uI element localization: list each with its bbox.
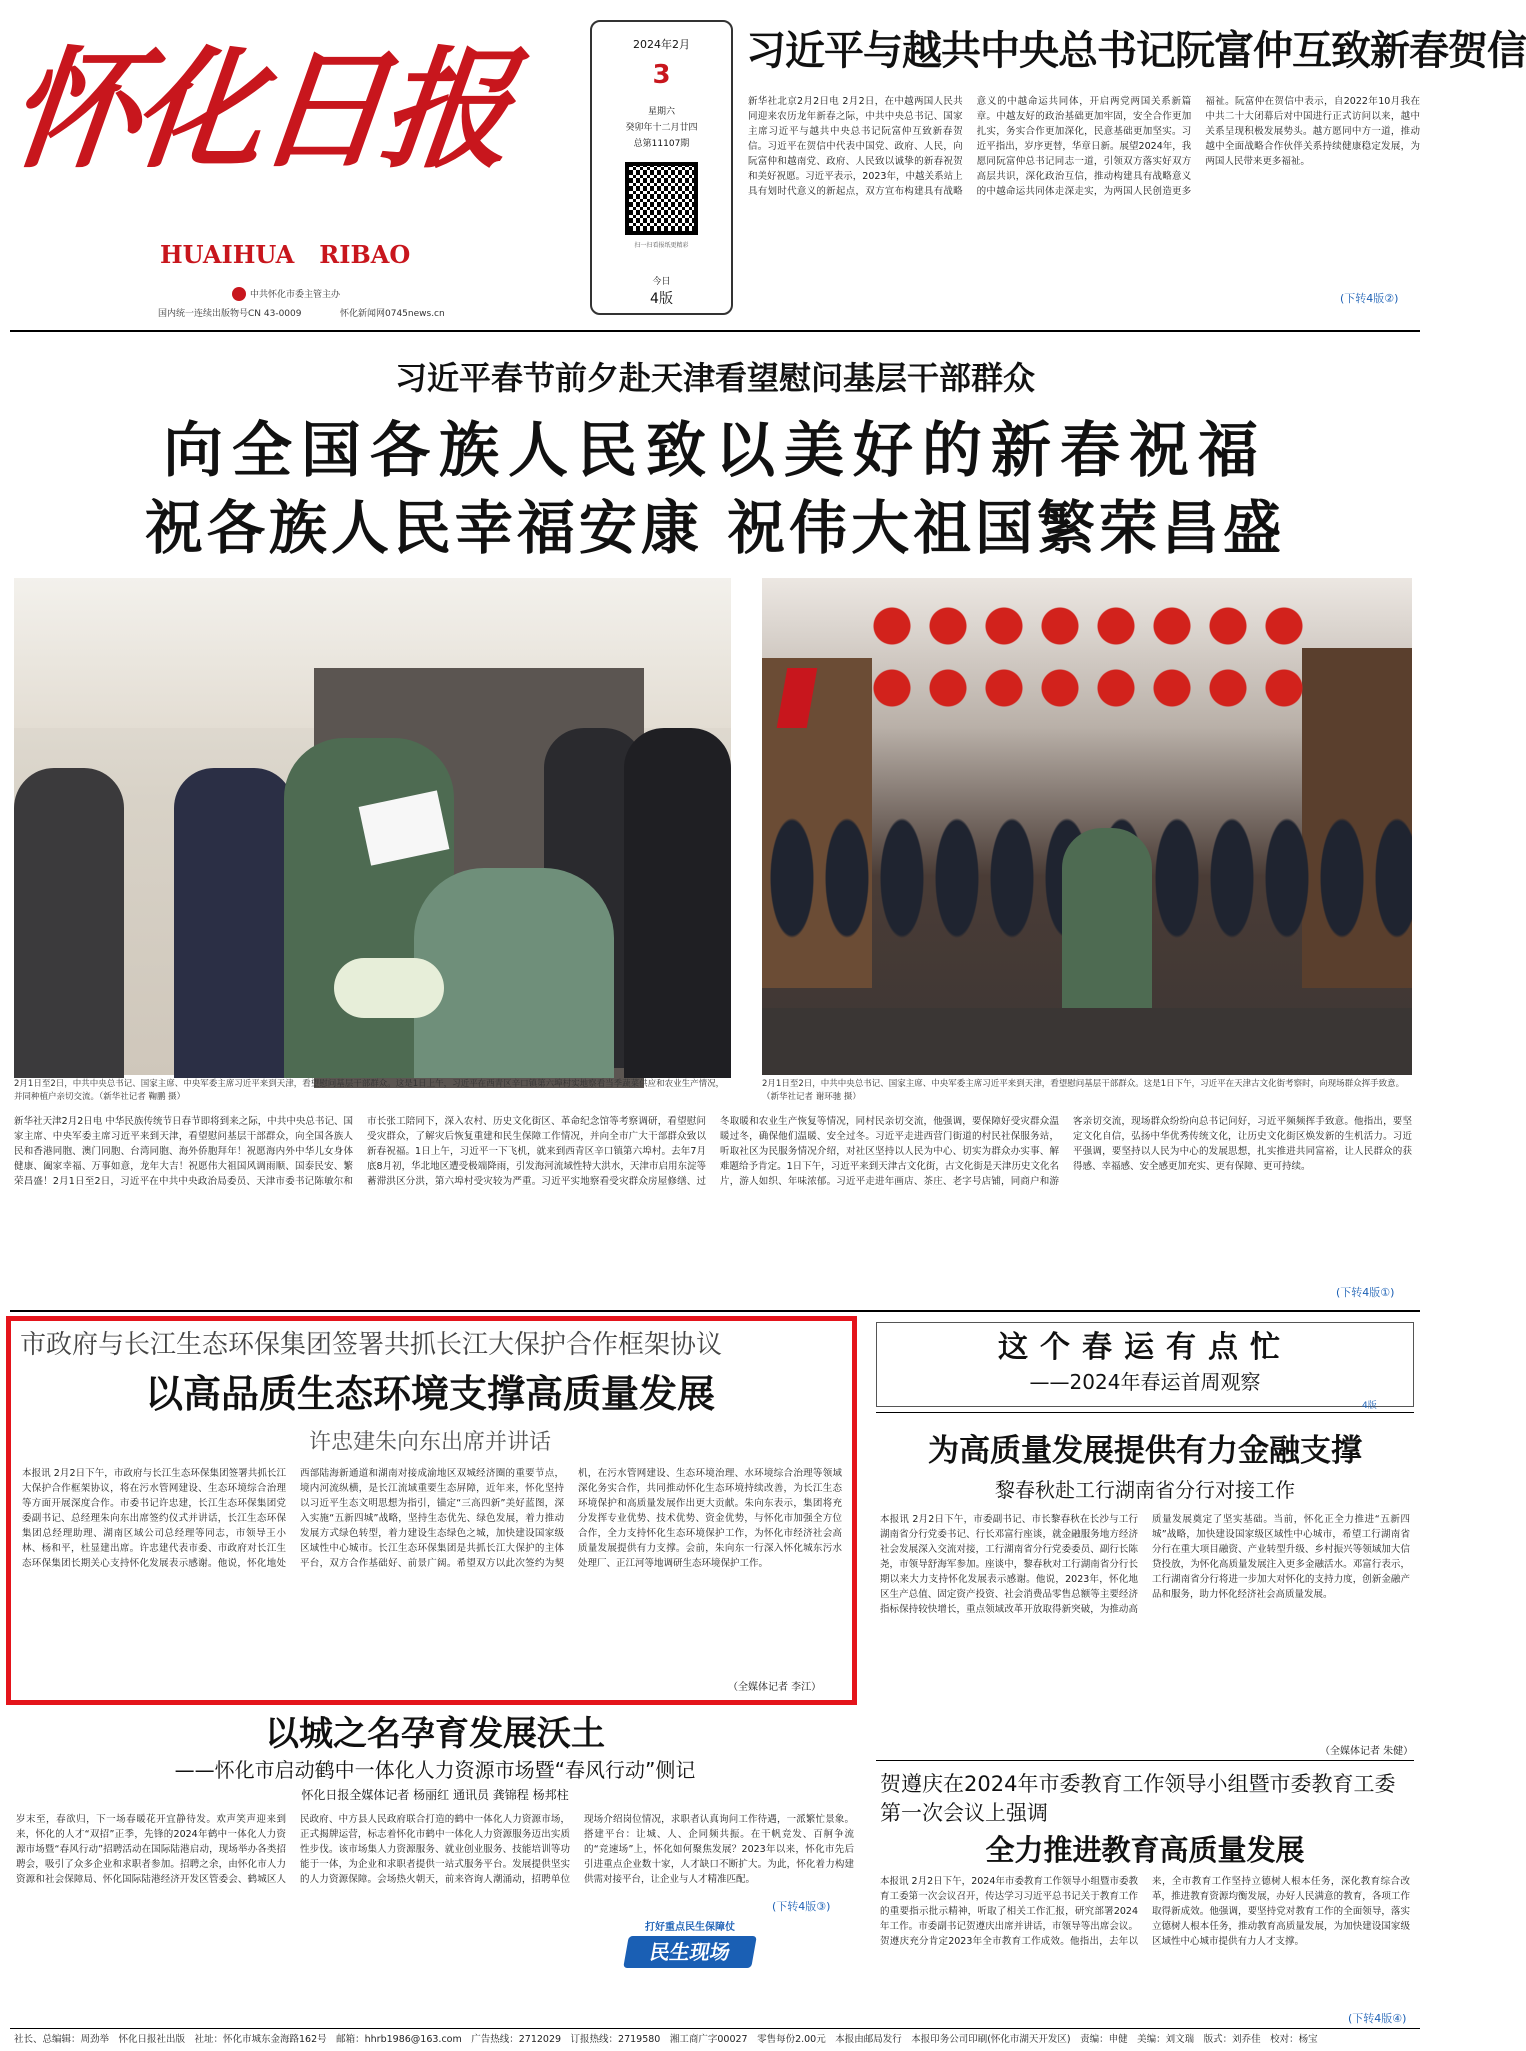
lead-caption-right: 2月1日至2日，中共中央总书记、国家主席、中央军委主席习近平来到天津，看望慰问基层干部群众。这是1日下午，习近平在天津古文化街考察时，向现场群众挥手致意。（新华社记者 谢环驰 摄） — [762, 1079, 1405, 1102]
education-body: 本报讯 2月2日下午，2024年市委教育工作领导小组暨市委教育工委第一次会议召开，传达学习习近平总书记关于教育工作的重要指示批示精神，听取了相关工作汇报，研究部署2024年工作。市委副书记贺遵庆出席并讲话，市领导等出席会议。贺遵庆充分肯定2023年全市教育工作成效。他指出，去年以来，全市教育工作坚持立德树人根本任务，深化教育综合改革，推进教育资源均衡发展，办好人民满意的教育，各项工作取得新成效。他强调，要坚持党对教育工作的全面领导，落实立德树人根本任务，推动教育高质量发展，为加快建设国家级区域性中心城市提供有力人才支撑。 — [880, 1876, 1410, 1947]
finance-subhead: 黎春秋赴工行湖南省分行对接工作 — [995, 1478, 1295, 1502]
minsheng-badge — [620, 1918, 760, 1974]
lead-headline-1: 向全国各族人民致以美好的新春祝福 — [163, 416, 1267, 486]
chunyun-more-link[interactable]: 4版 — [1362, 1401, 1377, 1411]
education-headline: 全力推进教育高质量发展 — [985, 1833, 1305, 1867]
finance-headline: 为高质量发展提供有力金融支撑 — [928, 1433, 1362, 1469]
lead-divider — [10, 1310, 1420, 1312]
chunyun-subhead: ——2024年春运首周观察 — [1029, 1370, 1261, 1394]
masthead-organizer: 中共怀化市委主管主办 — [250, 290, 341, 300]
figure-green-coat-right — [1062, 828, 1152, 1038]
lead-photo-right — [762, 578, 1412, 1075]
date-weekday: 星期六 — [647, 107, 675, 117]
boxed-article-byline: （全媒体记者 李江） — [728, 1682, 822, 1693]
boxed-article-body: 本报讯 2月2日下午，市政府与长江生态环保集团签署共抓长江大保护合作框架协议，将在污水管网建设、生态环境综合治理等方面开展深度合作。市委书记许忠建，长江生态环保集团党委副书记、总经理朱向东出席签约仪式并讲话，长江生态环保集团总经理助理、湖南区域公司总经理等同志，市领导王小林、杨和平，杜显建出席。许忠建代表市委、市政府对长江生态环保集团长期关心支持怀化发展表示感谢。他说，怀化地处西部陆海新通道和湖南对接成渝地区双城经济圈的重要节点，境内河流纵横，是长江流域重要生态屏障，近年来，怀化坚持以习近平生态文明思想为指引，锚定“三高四新”美好蓝图，深入实施“五新四城”战略，坚持生态优先、绿色发展，着力推动发展方式绿色转型，着力建设生态绿色之城，加快建设国家级区域性中心城市。长江生态环保集团是共抓长江大保护的主体平台，双方合作基础好、前景广阔。希望双方以此次签约为契机，在污水管网建设、生态环境治理、水环境综合治理等领域深化务实合作，共同推动怀化生态环境持续改善，为长江生态环境保护和高质量发展作出更大贡献。朱向东表示，集团将充分发挥专业优势、技术优势、资金优势，与怀化市加强全方位合作，全力支持怀化生态环境保护工作，为怀化市经济社会高质量发展提供有力支撑。会前，朱向东一行深入怀化城东污水处理厂、正江河等地调研生态环境保护工作。 — [22, 1468, 842, 1569]
date-day: 3 — [652, 60, 671, 90]
footer-text: 社长、总编辑：周劲举 怀化日报社出版 社址：怀化市城东金海路162号 邮箱：hhrb1986@163.com 广告热线：2712029 订报热线：2719580 湘工商广字00027 零售每份2.00元 本报由邮局发行 本报印务公司印刷(怀化市湖天开发区) 责编：申健 美编：刘文瑞 版式：刘乔佳 校对：杨宝 — [14, 2034, 1318, 2045]
minsheng-badge-main: 民生现场 — [623, 1936, 757, 1968]
qr-code-icon — [625, 162, 698, 235]
masthead-logo: 怀化日报 — [2, 33, 515, 186]
lead-body: 新华社天津2月2日电 中华民族传统节日春节即将到来之际，中共中央总书记、国家主席、中央军委主席习近平来到天津，看望慰问基层干部群众，向全国各族人民和香港同胞、澳门同胞、台湾同胞、海外侨胞拜年！祝愿海内外中华儿女身体健康、阖家幸福、万事如意，龙年大吉！祝愿伟大祖国风调雨顺、国泰民安、繁荣昌盛！2月1日至2日，习近平在中共中央政治局委员、天津市委书记陈敏尔和市长张工陪同下，深入农村、历史文化街区、革命纪念馆等考察调研，看望慰问受灾群众，了解灾后恢复重建和民生保障工作情况，并向全市广大干部群众致以新春祝福。1日上午，习近平一下飞机，就来到西青区辛口镇第六埠村。去年7月底8月初，华北地区遭受极端降雨，引发海河流域性特大洪水，天津市启用东淀等蓄滞洪区分洪，第六埠村受灾较为严重。习近平实地察看受灾群众房屋修缮、过冬取暖和农业生产恢复等情况，同村民亲切交流，他强调，要保障好受灾群众温暖过冬，确保他们温暖、安全过冬。习近平走进西营门街道的村民社保服务站，听取社区为民服务情况介绍，对社区坚持以人民为中心、切实为群众办实事、解难题给予肯定。1日下午，习近平来到天津古文化街，古文化街是天津历史文化名片，游人如织、年味浓郁。习近平走进年画店、茶庄、老字号店铺，同商户和游客亲切交流，现场群众纷纷向总书记问好，习近平频频挥手致意。他指出，要坚定文化自信，弘扬中华优秀传统文化，让历史文化街区焕发新的生机活力。习近平强调，要坚持以人民为中心的发展思想，扎实推进共同富裕，让人民群众的获得感、幸福感、安全感更加充实、更有保障、更可持续。 — [14, 1116, 1412, 1187]
top-article-body: 新华社北京2月2日电 2月2日，在中越两国人民共同迎来农历龙年新春之际，中共中央总书记、国家主席习近平与越共中央总书记阮富仲互致新春贺信。习近平在贺信中代表中国党、政府、人民，向阮富仲和越南党、政府、人民致以诚挚的新春祝贺和美好祝愿。习近平表示，2023年，中越关系站上具有划时代意义的新起点，双方宣布构建具有战略意义的中越命运共同体，开启两党两国关系新篇章。中越友好的政治基础更加牢固，安全合作更加扎实，务实合作更加深化，民意基础更加坚实。习近平指出，岁序更替，华章日新。展望2024年，我愿同阮富仲总书记同志一道，引领双方落实好双方高层共识，深化政治互信，推动构建具有战略意义的中越命运共同体走深走实，为两国人民创造更多福祉。阮富仲在贺信中表示，自2022年10月我在中共二十大闭幕后对中国进行正式访问以来，越中关系呈现积极发展势头。越方愿同中方一道，推动越中全面战略合作伙伴关系持续健康稳定发展，为两国人民带来更多福祉。 — [748, 96, 1420, 197]
finance-body: 本报讯 2月2日下午，市委副书记、市长黎春秋在长沙与工行湖南省分行党委书记、行长邓富行座谈，就金融服务地方经济社会发展深入交流对接，工行湖南省分行党委委员、副行长陈尧，市领导舒海军参加。座谈中，黎春秋对工行湖南省分行长期以来大力支持怀化发展表示感谢。他说，2023年，怀化地区生产总值、固定资产投资、社会消费品零售总额等主要经济指标保持较快增长，重点领域改革开放取得新突破，为推动高质量发展奠定了坚实基础。当前，怀化正全力推进“五新四城”战略，加快建设国家级区域性中心城市，希望工行湖南省分行在重大项目融资、产业转型升级、乡村振兴等领域加大信贷投放，为怀化高质量发展注入更多金融活水。邓富行表示，工行湖南省分行将进一步加大对怀化的支持力度，创新金融产品和服务，助力怀化经济社会高质量发展。 — [880, 1514, 1410, 1615]
lead-headline-2: 祝各族人民幸福安康 祝伟大祖国繁荣昌盛 — [144, 494, 1286, 562]
lead-photo-left — [14, 578, 731, 1075]
today-label: 今日 — [652, 277, 671, 287]
footer-divider — [10, 2028, 1420, 2029]
masthead-divider — [10, 330, 1420, 332]
date-lunar: 癸卯年十二月廿四 — [625, 123, 698, 133]
date-year-month: 2024年2月 — [633, 38, 690, 51]
finance-byline: （全媒体记者 朱健） — [1320, 1746, 1414, 1757]
masthead-emblem-icon — [232, 287, 246, 301]
lantern-row — [872, 598, 1312, 718]
top-article-more-link[interactable]: (下转4版②) — [1340, 292, 1399, 305]
lead-kicker: 习近平春节前夕赴天津看望慰问基层干部群众 — [394, 359, 1035, 397]
lead-caption-left: 2月1日至2日，中共中央总书记、国家主席、中央军委主席习近平来到天津，看望慰问基层干部群众。这是1日上午，习近平在西青区辛口镇第六埠村实地察看当季蔬菜供应和农业生产情况，并同种植户亲切交流。（新华社记者 鞠鹏 摄） — [14, 1079, 725, 1102]
qr-note: 扫一扫看报纸更精彩 — [634, 242, 689, 249]
top-article-headline: 习近平与越共中央总书记阮富仲互致新春贺信 — [746, 28, 1526, 74]
masthead-registration: 国内统一连续出版物号CN 43-0009 — [158, 309, 302, 319]
finance-divider — [876, 1760, 1414, 1761]
education-kicker: 贺遵庆在2024年市委教育工作领导小组暨市委教育工委第一次会议上强调 — [880, 1772, 1396, 1825]
date-issue: 总第11107期 — [633, 139, 690, 149]
city-more-link[interactable]: (下转4版③) — [772, 1900, 831, 1913]
masthead — [2, 10, 575, 319]
date-box — [590, 20, 733, 315]
masthead-website: 怀化新闻网0745news.cn — [340, 309, 445, 319]
page-count: 4版 — [650, 291, 673, 307]
chunyun-headline: 这个春运有点忙 — [998, 1330, 1292, 1365]
boxed-article-kicker: 市政府与长江生态环保集团签署共抓长江大保护合作框架协议 — [20, 1330, 723, 1360]
city-body: 岁末至，春欲归，下一场春暖花开宜静待发。欢声笑声迎来到来，怀化的人才“双招”正季，先锋的2024年鹤中一体化人力资源市场暨“春风行动”招聘活动在国际陆港启动，现场举办各类招聘会，吸引了众多企业和求职者参加。招聘之余，由怀化市人力资源和社会保障局、怀化国际陆港经济开发区管委会、鹤城区人民政府、中方县人民政府联合打造的鹤中一体化人力资源市场，正式揭牌运营，标志着怀化市鹤中一体化人力资源服务迈出实质性步伐。该市场集人力资源服务、就业创业服务、技能培训等功能于一体，为企业和求职者提供一站式服务平台。发展提供坚实的人力资源保障。会场热火朝天，前来咨询人潮涌动，招聘单位现场介绍岗位情况，求职者认真询问工作待遇，一派繁忙景象。搭建平台：让城、人、企同频共振。在干帆竞发、百舸争流的“竞速场”上，怀化如何聚焦发展？2023年以来，怀化市先后引进重点企业数十家，人才缺口不断扩大。为此，怀化着力构建供需对接平台，让企业与人才精准匹配。 — [16, 1814, 854, 1885]
lead-more-link[interactable]: (下转4版①) — [1336, 1286, 1395, 1299]
boxed-article-headline: 以高品质生态环境支撑高质量发展 — [144, 1372, 715, 1416]
city-headline: 以城之名孕育发展沃土 — [265, 1714, 605, 1754]
education-more-link[interactable]: (下转4版④) — [1348, 2012, 1407, 2025]
minsheng-badge-top: 打好重点民生保障仗 — [645, 1922, 735, 1933]
city-byline: 怀化日报全媒体记者 杨丽红 通讯员 龚锦程 杨邦柱 — [301, 1788, 569, 1802]
chunyun-divider — [876, 1412, 1414, 1413]
masthead-pinyin: HUAIHUA RIBAO — [160, 240, 411, 269]
city-subhead: ——怀化市启动鹤中一体化人力资源市场暨“春风行动”侧记 — [174, 1758, 696, 1782]
boxed-article-subhead: 许忠建朱向东出席并讲话 — [308, 1430, 551, 1455]
